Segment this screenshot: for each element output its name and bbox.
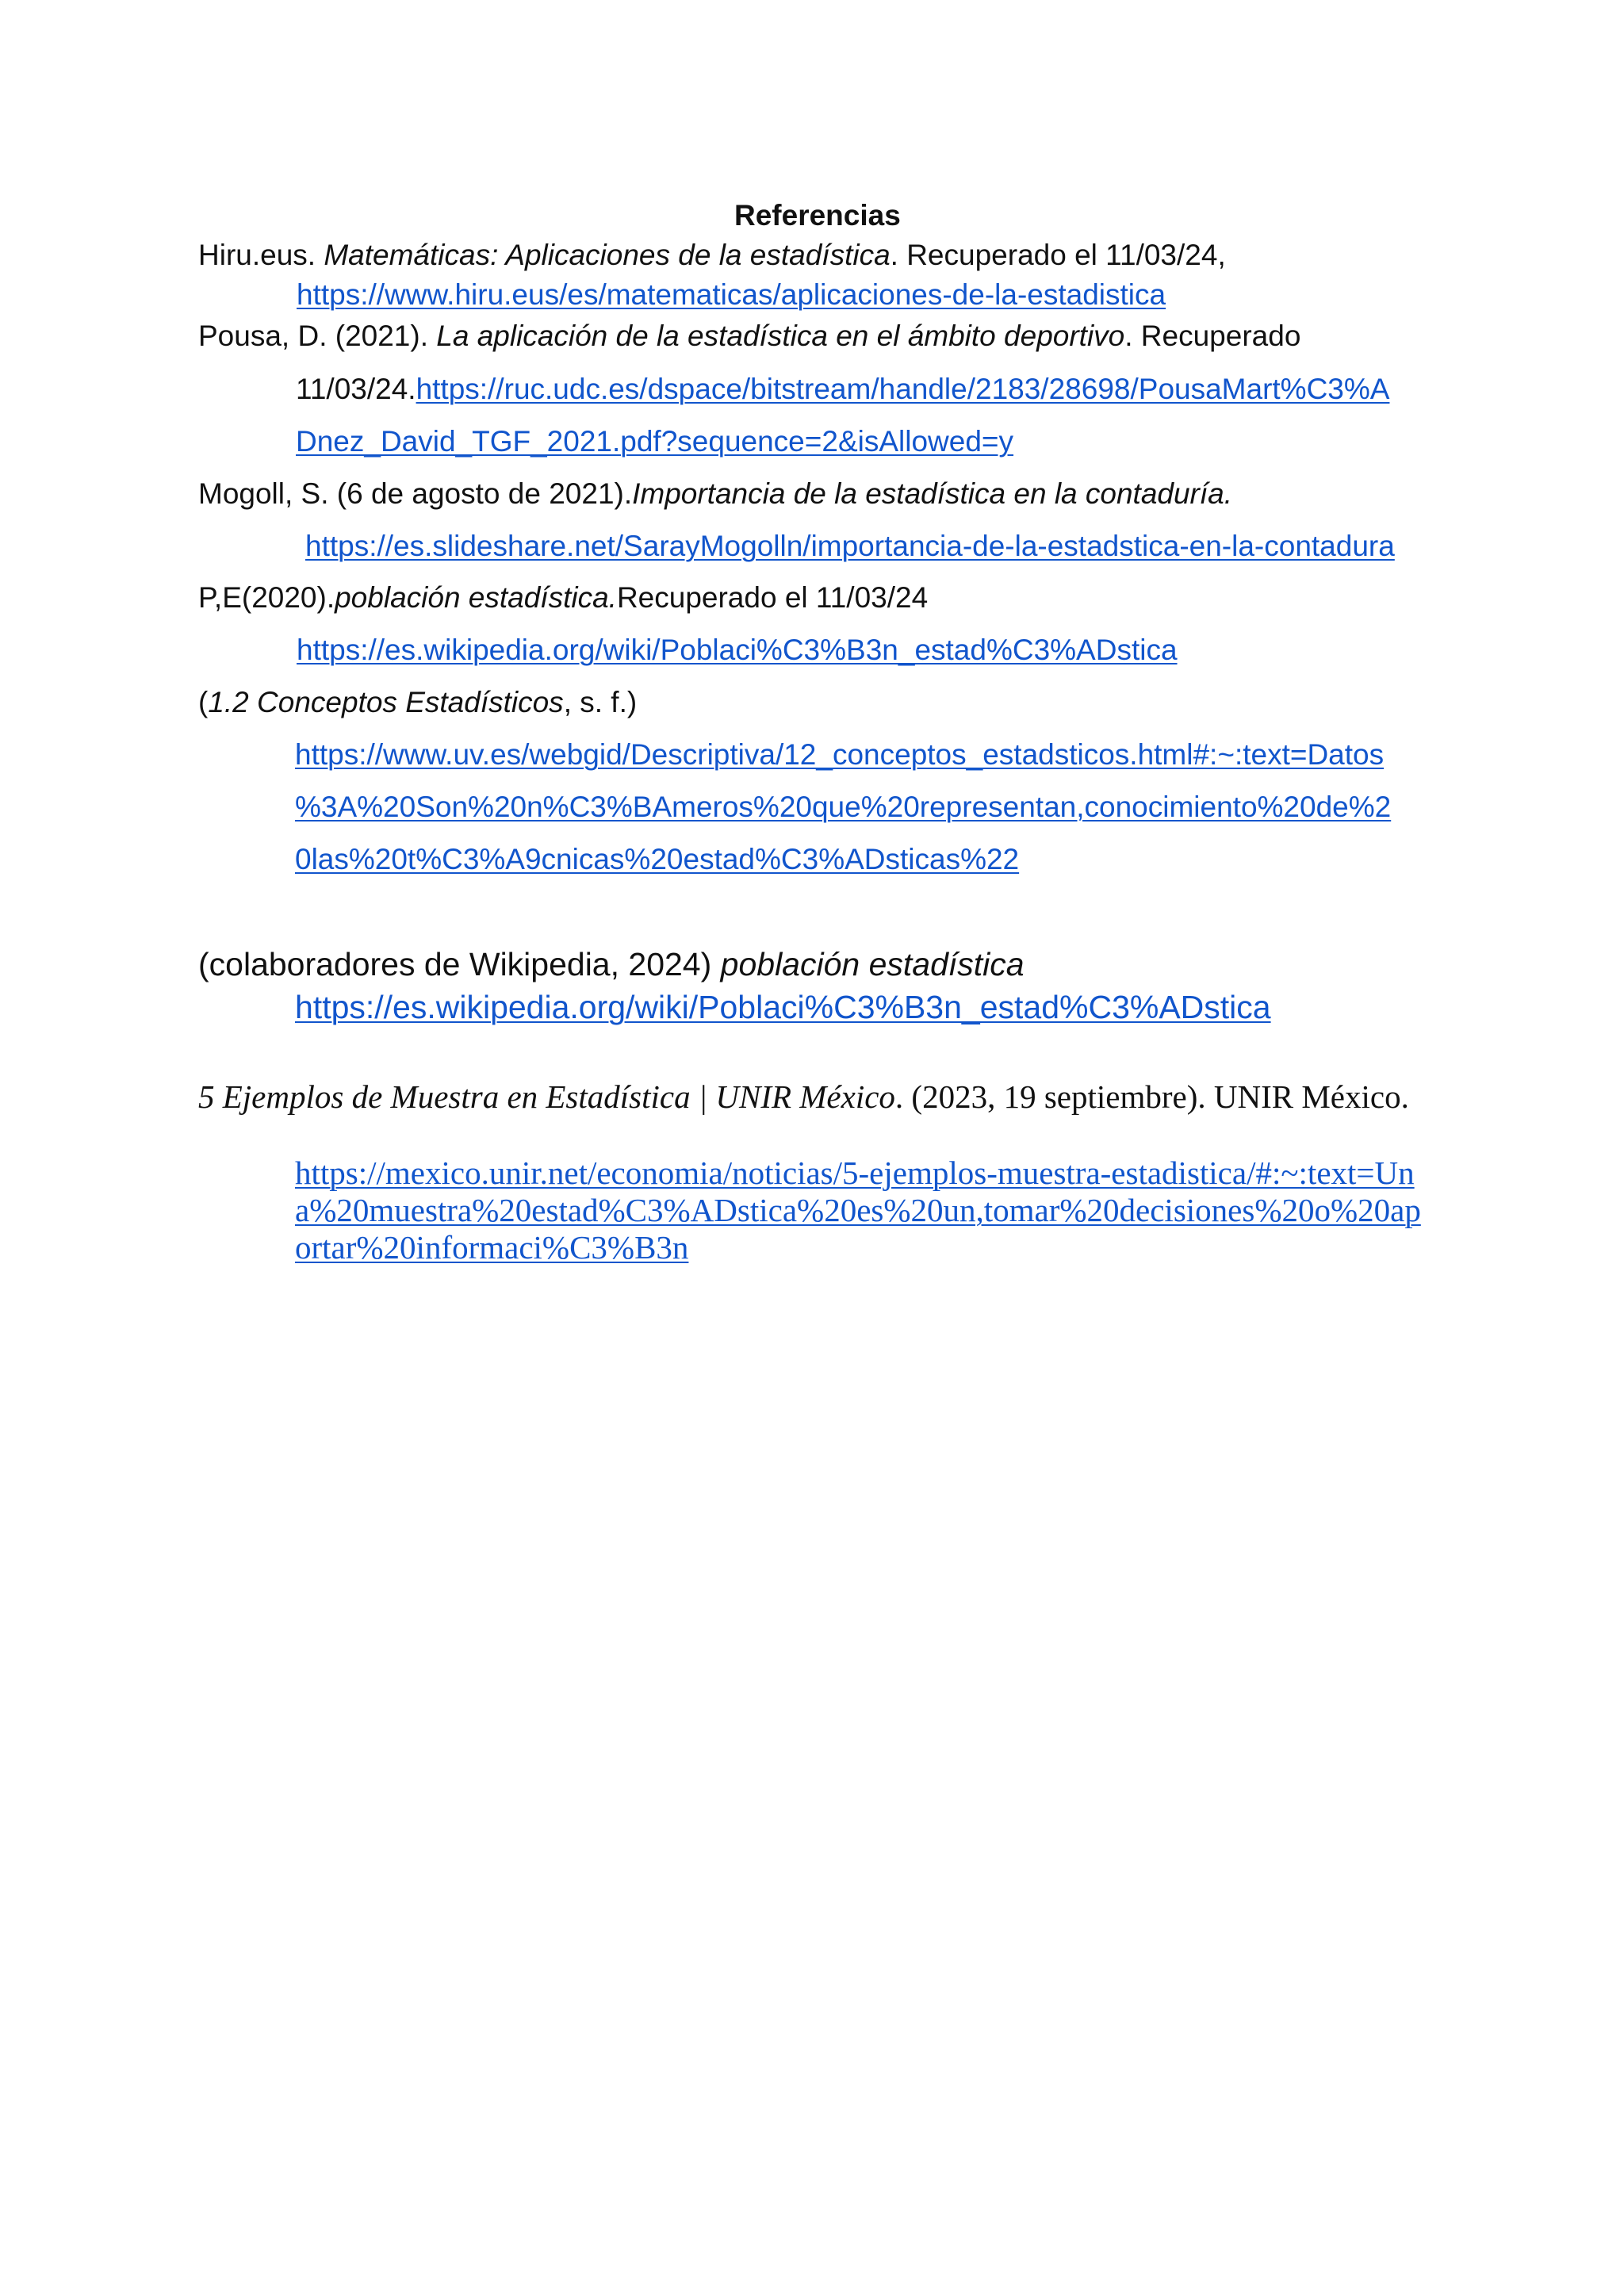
ref5-url-line-3 (295, 842, 1019, 877)
ref2-url-line-2 (296, 424, 1013, 459)
ref3-title: Importancia de la estadística en la contaduría. (632, 477, 1233, 510)
ref4-retrieved: Recuperado el 11/03/24 (616, 581, 929, 614)
reference-3 (198, 477, 1232, 511)
ref5-open-paren: ( (198, 686, 209, 718)
reference-2 (198, 319, 1300, 354)
ref4-link[interactable]: https://es.wikipedia.org/wiki/Poblaci%C3%B3n_estad%C3%ADstica (297, 634, 1178, 666)
ref7-url-line-1 (295, 1154, 1415, 1192)
ref3-link[interactable]: https://es.slideshare.net/SarayMogolln/importancia-de-la-estadstica-en-la-contadura (305, 530, 1395, 562)
ref5-link-part-1[interactable]: https://www.uv.es/webgid/Descriptiva/12_conceptos_estadsticos.html#:~:text=Datos (295, 738, 1385, 771)
ref4-author: P,E(2020). (198, 581, 335, 614)
ref7-url-line-3 (295, 1228, 688, 1266)
ref3-author: Mogoll, S. (6 de agosto de 2021). (198, 477, 633, 510)
ref5-link-part-3[interactable]: 0las%20t%C3%A9cnicas%20estad%C3%ADsticas%22 (295, 843, 1020, 875)
ref3-url-line (305, 529, 1395, 564)
ref6-title: población estadística (720, 946, 1025, 982)
ref2-title: La aplicación de la estadística en el ámbito deportivo (436, 320, 1125, 352)
ref5-date: , s. f.) (563, 686, 638, 718)
ref7-date: . (2023, 19 septiembre). UNIR México. (894, 1078, 1409, 1115)
reference-5 (198, 685, 637, 720)
ref4-title: población estadística. (335, 581, 617, 614)
ref7-link-part-3[interactable]: ortar%20informaci%C3%B3n (295, 1229, 689, 1266)
reference-6 (198, 945, 1025, 983)
ref7-url-line-2 (295, 1191, 1421, 1229)
ref2-url-line-1 (296, 372, 1389, 407)
ref1-url-line (297, 278, 1166, 312)
ref6-url-line (295, 988, 1271, 1026)
ref2-author: Pousa, D. (2021). (198, 320, 437, 352)
ref7-link-part-2[interactable]: a%20muestra%20estad%C3%ADstica%20es%20un,tomar%20decisiones%20o%20ap (295, 1192, 1421, 1228)
ref7-title: 5 Ejemplos de Muestra en Estadística | UNIR México (198, 1078, 895, 1115)
ref2-link-part-1[interactable]: https://ruc.udc.es/dspace/bitstream/handle/2183/28698/PousaMart%C3%A (416, 373, 1390, 405)
ref1-link[interactable]: https://www.hiru.eus/es/matematicas/aplicaciones-de-la-estadistica (297, 278, 1166, 311)
ref2-date: 11/03/24. (296, 373, 416, 405)
ref1-author: Hiru.eus. (198, 239, 324, 271)
references-heading: Referencias (734, 199, 901, 232)
ref2-link-part-2[interactable]: Dnez_David_TGF_2021.pdf?sequence=2&isAllowed=y (296, 425, 1014, 458)
ref1-retrieved: . Recuperado el 11/03/24, (890, 239, 1226, 271)
ref2-retrieved: . Recuperado (1124, 320, 1301, 352)
ref5-title: 1.2 Conceptos Estadísticos (208, 686, 564, 718)
ref5-url-line-2 (295, 790, 1391, 825)
ref4-url-line (297, 633, 1178, 668)
ref7-link-part-1[interactable]: https://mexico.unir.net/economia/noticias/5-ejemplos-muestra-estadistica/#:~:text=Un (295, 1155, 1415, 1191)
ref5-url-line-1 (295, 737, 1384, 772)
reference-7 (198, 1078, 1409, 1116)
ref5-link-part-2[interactable]: %3A%20Son%20n%C3%BAmeros%20que%20representan,conocimiento%20de%2 (295, 791, 1392, 823)
reference-4 (198, 580, 928, 615)
ref6-link[interactable]: https://es.wikipedia.org/wiki/Poblaci%C3%B3n_estad%C3%ADstica (295, 989, 1271, 1025)
reference-1 (198, 238, 1226, 273)
ref1-title: Matemáticas: Aplicaciones de la estadística (324, 239, 891, 271)
ref6-author: (colaboradores de Wikipedia, 2024) (198, 946, 721, 982)
